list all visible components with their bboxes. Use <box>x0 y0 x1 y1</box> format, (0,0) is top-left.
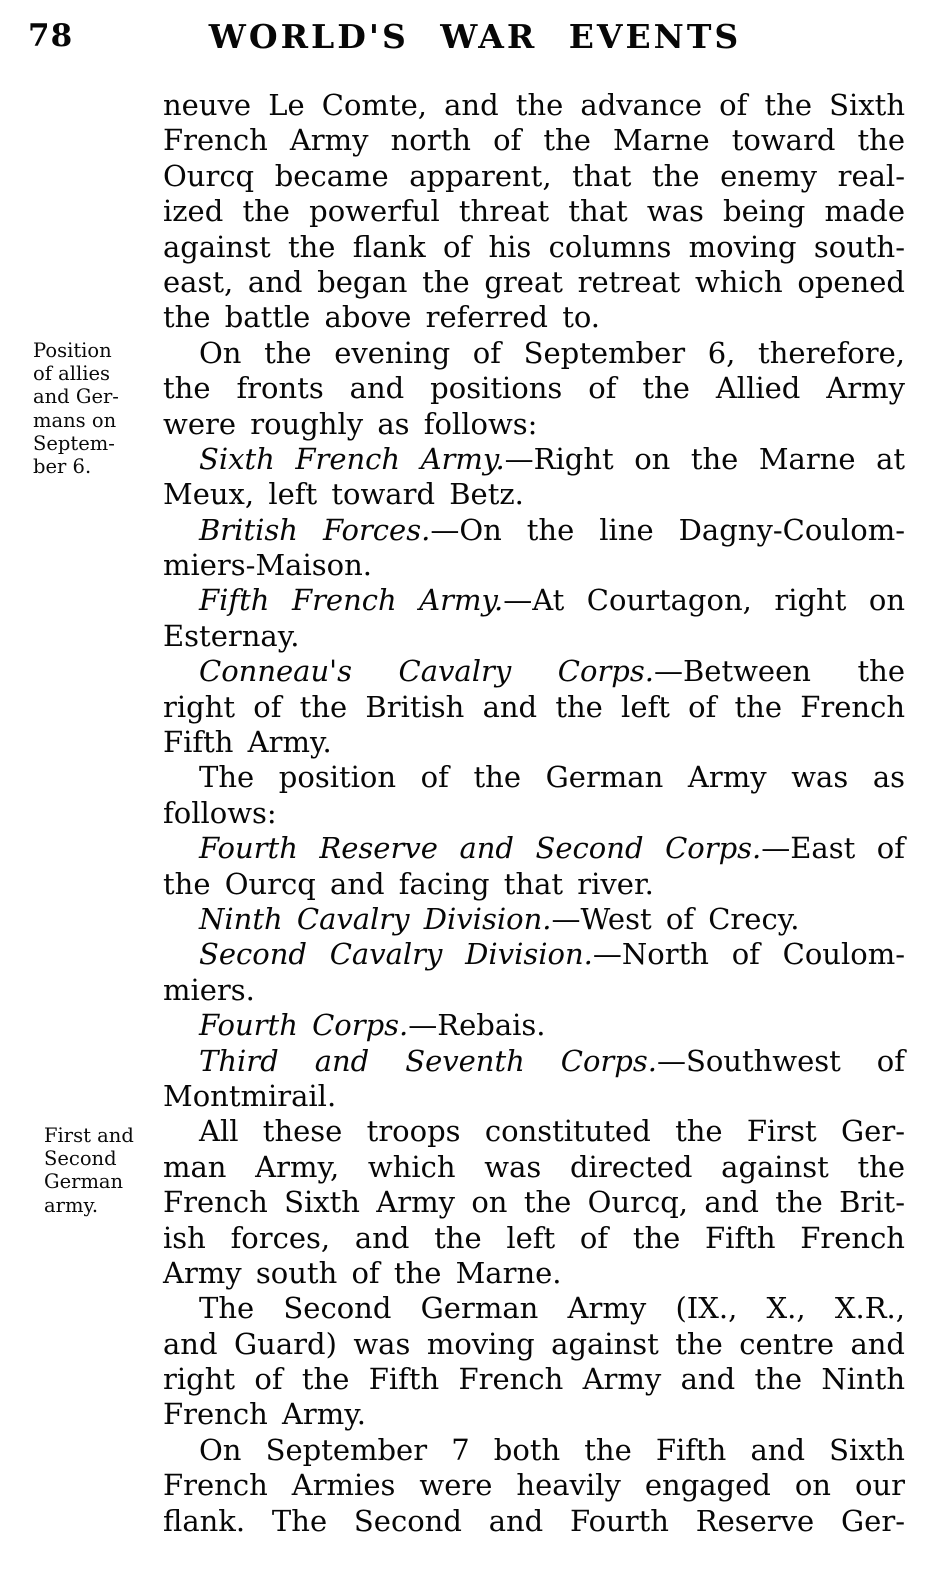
text-run: man Army, which was directed against the <box>163 1149 905 1184</box>
text-line <box>163 1433 905 1468</box>
italic-run: British Forces. <box>199 512 431 547</box>
text-run: The position of the German Army was as <box>199 760 905 795</box>
body-paragraph <box>163 760 905 831</box>
body-paragraph <box>163 831 905 902</box>
text-run: —Between the <box>653 654 905 689</box>
text-run: Esternay. <box>163 618 300 653</box>
body-paragraph <box>163 88 905 336</box>
text-run: ized the powerful threat that was being made <box>163 194 905 229</box>
text-run: —At Courtagon, right on <box>503 583 905 618</box>
text-line <box>163 1114 905 1149</box>
text-line <box>163 1044 905 1079</box>
body-paragraph <box>163 442 905 513</box>
italic-run: Fourth Reserve and Second Corps. <box>199 831 762 866</box>
text-line <box>163 300 905 335</box>
text-line <box>163 194 905 229</box>
text-run: the battle above referred to. <box>163 300 601 335</box>
body-paragraph <box>163 336 905 442</box>
text-line <box>163 1468 905 1503</box>
margin-note-line: of allies <box>33 362 111 386</box>
margin-note-line: ber 6. <box>33 455 92 479</box>
margin-note-line: First and <box>44 1124 134 1147</box>
body-paragraph <box>163 1114 905 1291</box>
text-run: All these troops constituted the First Ger- <box>199 1114 905 1149</box>
text-run: —West of Crecy. <box>551 901 800 936</box>
text-run: flank. The Second and Fourth Reserve Ger- <box>163 1503 905 1538</box>
text-line <box>163 548 905 583</box>
text-line <box>163 973 905 1008</box>
text-line <box>163 1008 905 1043</box>
text-run: ish forces, and the left of the Fifth French <box>163 1220 905 1255</box>
text-line <box>163 654 905 689</box>
text-run: —North of Coulom- <box>592 937 906 972</box>
text-line <box>163 831 905 866</box>
italic-run: Conneau's Cavalry Corps. <box>199 654 654 689</box>
text-line <box>163 937 905 972</box>
body-paragraph <box>163 902 905 937</box>
text-line <box>163 1291 905 1326</box>
text-line <box>163 513 905 548</box>
text-run: miers. <box>163 972 255 1007</box>
text-line <box>163 1079 905 1114</box>
italic-run: Fourth Corps. <box>199 1008 409 1043</box>
text-line <box>163 159 905 194</box>
text-run: Montmirail. <box>163 1078 337 1113</box>
italic-run: Fifth French Army. <box>199 583 504 618</box>
text-run: On the evening of September 6, therefore, <box>199 335 905 370</box>
text-run: French Sixth Army on the Ourcq, and the Brit- <box>163 1185 905 1220</box>
body-column <box>163 88 905 1539</box>
text-run: —Right on the Marne at <box>504 441 906 476</box>
margin-note-line: Position <box>33 339 112 362</box>
text-line <box>163 760 905 795</box>
text-line <box>163 1185 905 1220</box>
text-run: On September 7 both the Fifth and Sixth <box>199 1432 905 1467</box>
italic-run: Sixth French Army. <box>199 441 505 476</box>
text-run: neuve Le Comte, and the advance of the Sixth <box>163 88 905 122</box>
text-line <box>163 1150 905 1185</box>
body-paragraph <box>163 1044 905 1115</box>
body-paragraph <box>163 654 905 760</box>
text-line <box>163 796 905 831</box>
body-paragraph <box>163 1433 905 1539</box>
text-run: —East of <box>761 831 905 866</box>
text-line <box>163 1327 905 1362</box>
italic-run: Third and Seventh Corps. <box>199 1043 657 1078</box>
text-line <box>163 336 905 371</box>
text-run: east, and began the great retreat which opened <box>163 264 905 299</box>
text-line <box>163 867 905 902</box>
text-run: —On the line Dagny-Coulom- <box>430 512 905 547</box>
text-run: right of the Fifth French Army and the Ninth <box>163 1362 905 1397</box>
text-run: —Southwest of <box>656 1043 905 1078</box>
text-run: and Guard) was moving against the centre and <box>163 1326 905 1361</box>
text-run: Ourcq became apparent, that the enemy real- <box>163 158 905 193</box>
body-paragraph <box>163 1008 905 1043</box>
margin-note-line: Second <box>44 1147 117 1171</box>
margin-note-line: German <box>44 1170 124 1194</box>
text-line <box>163 902 905 937</box>
body-paragraph <box>163 937 905 1008</box>
text-run: Army south of the Marne. <box>163 1255 562 1290</box>
text-line <box>163 1362 905 1397</box>
text-line <box>163 690 905 725</box>
text-run: Meux, left toward Betz. <box>163 477 524 512</box>
body-paragraph <box>163 1291 905 1433</box>
text-run: French Armies were heavily engaged on our <box>163 1468 905 1503</box>
text-line <box>163 442 905 477</box>
italic-run: Ninth Cavalry Division. <box>199 901 552 936</box>
text-line <box>163 725 905 760</box>
text-run: Fifth Army. <box>163 725 332 760</box>
text-run: French Army north of the Marne toward the <box>163 123 905 158</box>
text-line <box>163 619 905 654</box>
text-line <box>163 407 905 442</box>
italic-run: Second Cavalry Division. <box>199 937 593 972</box>
text-line <box>163 1504 905 1539</box>
body-paragraph <box>163 583 905 654</box>
text-line <box>163 230 905 265</box>
text-run: follows: <box>163 795 277 830</box>
running-title: WORLD'S WAR EVENTS <box>208 17 742 56</box>
text-run: —Rebais. <box>408 1008 546 1043</box>
text-run: right of the British and the left of the French <box>163 689 905 724</box>
margin-note-line: army. <box>44 1193 99 1217</box>
margin-note-line: and Ger- <box>33 385 119 409</box>
margin-note-line: Septem- <box>33 431 115 455</box>
margin-note-german-armies <box>44 1124 179 1217</box>
page-number: 78 <box>28 18 74 54</box>
text-run: the fronts and positions of the Allied Army <box>163 371 905 406</box>
text-run: French Army. <box>163 1397 367 1432</box>
text-line <box>163 123 905 158</box>
text-run: were roughly as follows: <box>163 406 538 441</box>
text-line <box>163 88 905 123</box>
body-paragraph <box>163 513 905 584</box>
text-run: The Second German Army (IX., X., X.R., <box>199 1291 905 1326</box>
text-line <box>163 1256 905 1291</box>
text-line <box>163 1221 905 1256</box>
text-run: miers-Maison. <box>163 548 372 583</box>
text-run: the Ourcq and facing that river. <box>163 866 654 901</box>
text-line <box>163 371 905 406</box>
text-line <box>163 477 905 512</box>
margin-note-positions-september-6 <box>33 339 168 478</box>
text-line <box>163 1397 905 1432</box>
margin-note-line: mans on <box>33 408 117 432</box>
text-line <box>163 583 905 618</box>
text-run: against the flank of his columns moving south- <box>163 229 905 264</box>
text-line <box>163 265 905 300</box>
